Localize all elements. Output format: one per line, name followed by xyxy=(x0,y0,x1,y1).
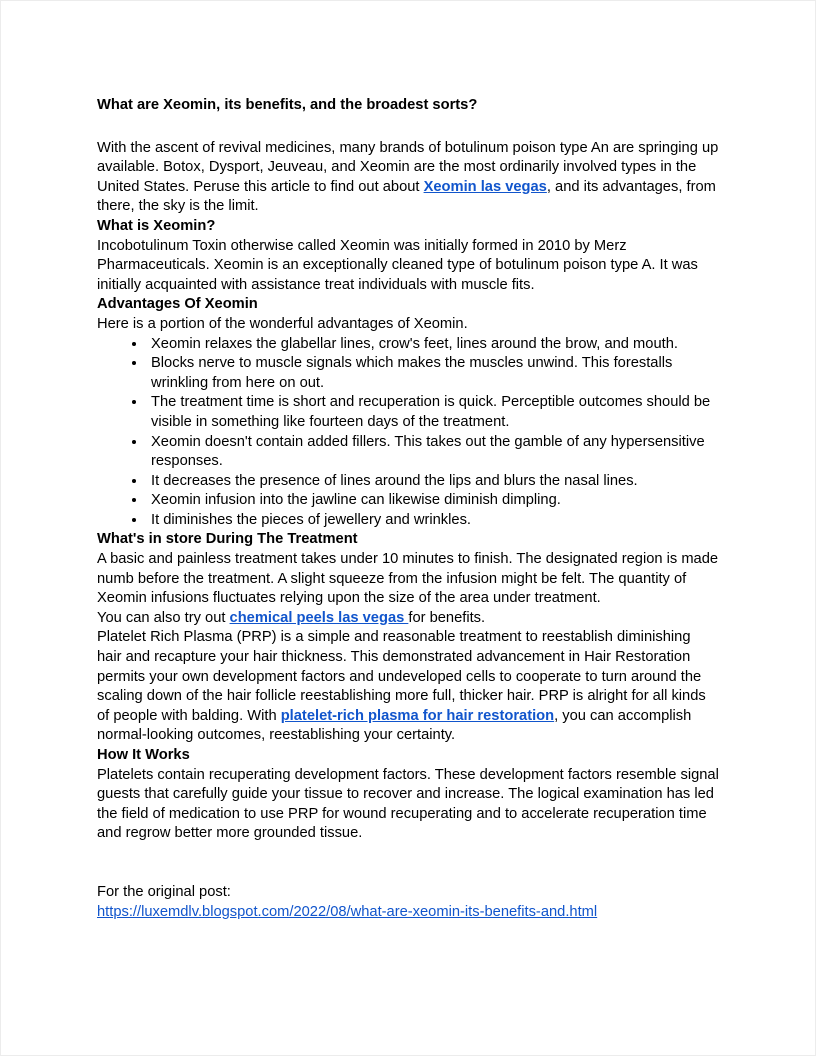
treatment-paragraph: A basic and painless treatment takes under 10 minutes to finish. The designated region is made numb before the treatment. A slight squeeze from the infusion might be felt. The quantity of Xeomin infusions fluctuates relying upon the size of the area under treatment. xyxy=(97,551,719,607)
section-heading-treatment: What's in store During The Treatment xyxy=(97,531,358,548)
blank-line xyxy=(97,864,719,884)
blank-line xyxy=(97,844,719,864)
paragraph-text: , and its advantages, from there, the sky is the limit. xyxy=(97,178,716,215)
original-post-url-link[interactable]: https://luxemdlv.blogspot.com/2022/08/what-are-xeomin-its-benefits-and.html xyxy=(97,903,598,920)
xeomin-las-vegas-link[interactable]: Xeomin las vegas xyxy=(423,178,547,195)
paragraph-text: Platelet Rich Plasma (PRP) is a simple and reasonable treatment to reestablish diminishing hair and recapture your hair thickness. This demonstrated advancement in Hair Restoration permits your own development factors and undeveloped cells to cooperate to turn around the scaling down of the hair follicle reestablishing more full, thicker hair. PRP is alright for all kinds of people with balding. With xyxy=(97,629,706,724)
list-item: • Blocks nerve to muscle signals which makes the muscles unwind. This forestalls wrinkling from here on out. xyxy=(147,354,719,393)
list-item: • It diminishes the pieces of jewellery and wrinkles. xyxy=(147,511,719,531)
paragraph-text: With the ascent of revival medicines, many brands of botulinum poison type An are springing up available. Botox, Dysport, Jeuveau, and Xeomin are the most ordinarily involved types in the United States. Peruse this article to find out about xyxy=(97,139,719,195)
list-item: • Xeomin doesn't contain added fillers. This takes out the gamble of any hypersensitive responses. xyxy=(147,433,719,472)
list-item: • The treatment time is short and recuperation is quick. Perceptible outcomes should be visible in something like fourteen days of the treatment. xyxy=(147,393,719,432)
how-it-works-paragraph: Platelets contain recuperating development factors. These development factors resemble signal guests that carefully guide your tissue to recover and increase. The logical examination has led the field of medication to use PRP for wound recuperating and to accelerate recuperation time and regrow better more grounded tissue. xyxy=(97,766,719,842)
paragraph-text: for benefits. xyxy=(408,609,486,626)
section-heading-how-it-works: How It Works xyxy=(97,747,190,763)
original-post-link-line xyxy=(97,903,719,923)
section-heading-advantages: Advantages Of Xeomin xyxy=(97,296,258,313)
document-title: What are Xeomin, its benefits, and the broadest sorts? xyxy=(97,97,478,113)
chemical-peels-las-vegas-link[interactable]: chemical peels las vegas xyxy=(229,609,409,626)
paragraph-text: , you can accomplish normal-looking outcomes, reestablishing your certainty. xyxy=(97,707,692,744)
list-item: • It decreases the presence of lines around the lips and blurs the nasal lines. xyxy=(147,472,719,492)
paragraph-text: You can also try out xyxy=(97,609,230,626)
platelet-rich-plasma-link[interactable]: platelet-rich plasma for hair restoration xyxy=(280,707,555,724)
what-is-xeomin-paragraph: Incobotulinum Toxin otherwise called Xeomin was initially formed in 2010 by Merz Pharmaceuticals. Xeomin is an exceptionally cleaned type of botulinum poison type A. It was initially acquainted with assistance treat individuals with muscle fits. xyxy=(97,237,698,293)
original-post-label: For the original post: xyxy=(97,884,231,901)
chemical-peels-paragraph xyxy=(97,609,719,629)
list-item: • Xeomin relaxes the glabellar lines, crow's feet, lines around the brow, and mouth. xyxy=(147,335,719,355)
advantages-intro-paragraph: Here is a portion of the wonderful advantages of Xeomin. xyxy=(97,315,468,332)
list-item: • Xeomin infusion into the jawline can likewise diminish dimpling. xyxy=(147,491,719,511)
blank-line xyxy=(97,116,719,139)
section-heading-what-is-xeomin: What is Xeomin? xyxy=(97,217,216,234)
prp-paragraph xyxy=(97,628,719,746)
intro-paragraph xyxy=(97,139,719,217)
advantages-bullet-list xyxy=(97,335,719,531)
